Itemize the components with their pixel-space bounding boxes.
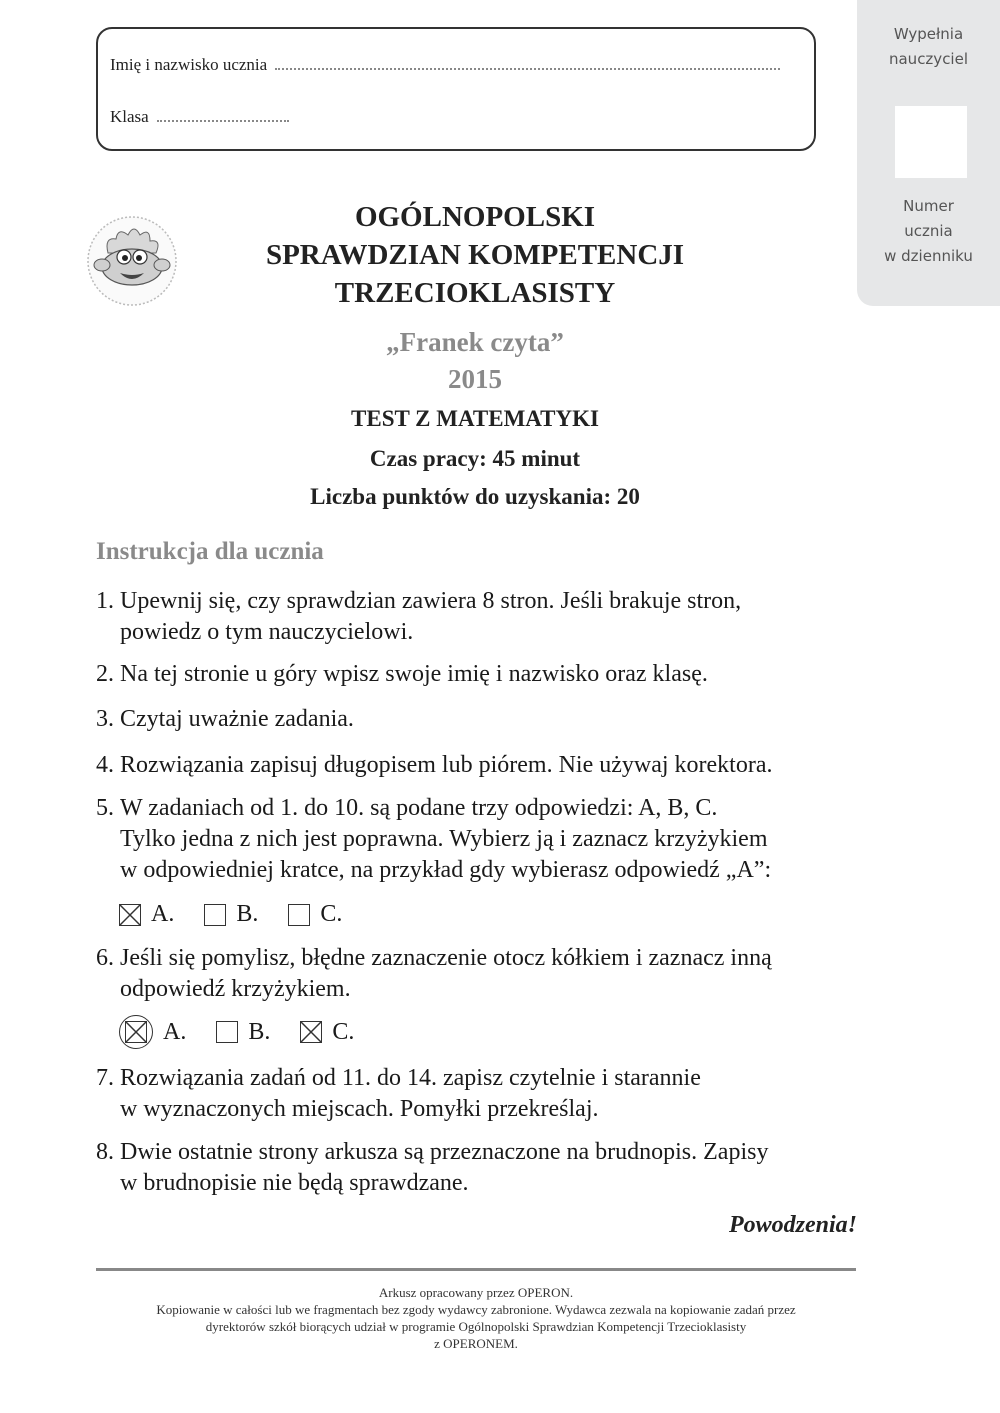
example-answer-boxes	[119, 901, 372, 928]
option-b-label: B.	[248, 1018, 271, 1045]
name-field[interactable]	[275, 66, 780, 70]
instruction-item: 3. Czytaj uważnie zadania.	[96, 706, 354, 732]
checkbox-c-checked[interactable]	[300, 1021, 322, 1043]
student-info-box	[96, 27, 816, 151]
correction-answer-boxes	[119, 1015, 384, 1049]
class-label: Klasa	[110, 107, 149, 126]
circled-checkbox-a[interactable]	[119, 1015, 153, 1049]
checkbox-b[interactable]	[216, 1021, 238, 1043]
instruction-item: 1. Upewnij się, czy sprawdzian zawiera 8 stron. Jeśli brakuje stron, powiedz o tym nauczycielowi.	[96, 588, 742, 645]
instruction-item: 6. Jeśli się pomylisz, błędne zaznaczenie otocz kółkiem i zaznacz inną odpowiedź krzyżykiem.	[96, 945, 772, 1002]
instruction-item: 7. Rozwiązania zadań od 11. do 14. zapisz czytelnie i starannie w wyznaczonych miejscach. Pomyłki przekreślaj.	[96, 1065, 701, 1122]
instruction-item: 2. Na tej stronie u góry wpisz swoje imię i nazwisko oraz klasę.	[96, 661, 708, 687]
checkbox-a-checked[interactable]	[119, 904, 141, 926]
checkbox-a-crossed[interactable]	[125, 1021, 147, 1043]
instruction-item: 8. Dwie ostatnie strony arkusza są przeznaczone na brudnopis. Zapisy w brudnopisie nie będą sprawdzane.	[96, 1139, 769, 1196]
instruction-item: 4. Rozwiązania zapisuj długopisem lub piórem. Nie używaj korektora.	[96, 752, 773, 778]
instructions-heading: Instrukcja dla ucznia	[96, 538, 324, 565]
class-row[interactable]	[110, 107, 289, 127]
teacher-fill-label: Wypełnia nauczyciel	[888, 25, 968, 68]
test-name: TEST Z MATEMATYKI	[351, 406, 599, 431]
exam-title: OGÓLNOPOLSKI SPRAWDZIAN KOMPETENCJI TRZECIOKLASISTY	[265, 201, 685, 309]
footer-text: Arkusz opracowany przez OPERON. Kopiowanie w całości lub we fragmentach bez zgody wydawcy zabronione. Wydawca zezwala na kopiowanie zadań przez dyrektorów szkół biorących udział w programie Ogólnopolski Sprawdzian Kompetencji Trzecioklasisty z OPERONEM.	[156, 1285, 796, 1351]
exam-year: 2015	[448, 364, 502, 394]
exam-subtitle: „Franek czyta”	[386, 327, 564, 357]
student-number-box[interactable]	[895, 106, 967, 178]
name-label: Imię i nazwisko ucznia	[110, 55, 268, 74]
checkbox-b[interactable]	[204, 904, 226, 926]
max-points: Liczba punktów do uzyskania: 20	[310, 484, 640, 509]
time-limit: Czas pracy: 45 minut	[369, 446, 581, 471]
student-number-label: Numer ucznia w dzienniku	[884, 197, 973, 265]
option-a-label: A.	[151, 901, 175, 927]
name-row[interactable]	[110, 55, 780, 75]
checkbox-c[interactable]	[288, 904, 310, 926]
option-c-label: C.	[320, 901, 343, 927]
option-a-label: A.	[163, 1018, 187, 1045]
class-field[interactable]	[157, 118, 289, 122]
instruction-item: 5. W zadaniach od 1. do 10. są podane trzy odpowiedzi: A, B, C. Tylko jedna z nich jest poprawna. Wybierz ją i zaznacz krzyżykiem w odpowiedniej kratce, na przykład gdy wybierasz odpowiedź „A”:	[96, 795, 772, 883]
footer-divider	[96, 1268, 856, 1271]
option-b-label: B.	[236, 901, 259, 927]
option-c-label: C.	[332, 1018, 355, 1045]
good-luck-text: Powodzenia!	[728, 1212, 857, 1238]
teacher-panel	[857, 0, 1000, 306]
